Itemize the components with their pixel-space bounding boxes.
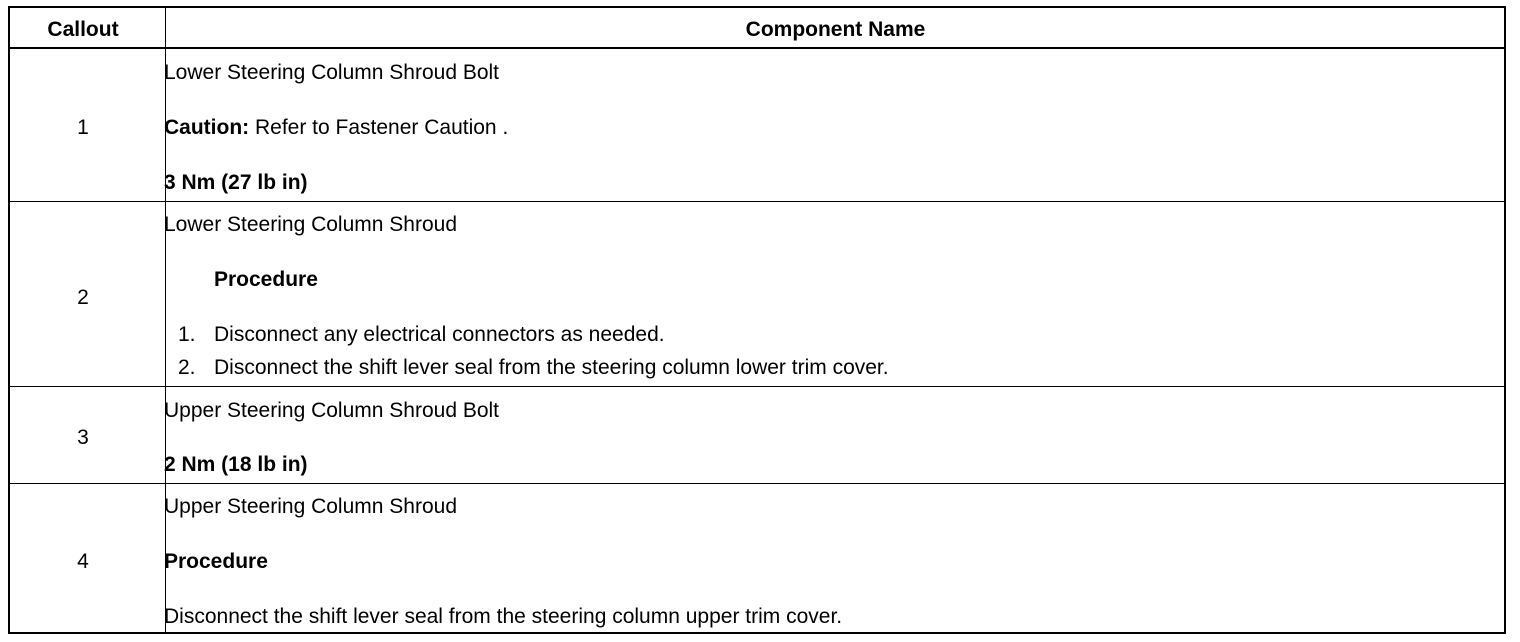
procedure-heading: Procedure xyxy=(164,550,268,573)
component-name: Lower Steering Column Shroud Bolt xyxy=(164,61,500,84)
callout-number: 4 xyxy=(77,550,89,573)
component-name: Lower Steering Column Shroud xyxy=(164,213,457,236)
procedure-text: Disconnect the shift lever seal from the steering column upper trim cover. xyxy=(164,605,843,628)
header-callout: Callout xyxy=(47,18,119,41)
callout-number: 3 xyxy=(77,426,89,449)
procedure-heading: Procedure xyxy=(214,268,318,291)
caution-line xyxy=(164,116,508,140)
column-divider xyxy=(165,8,166,632)
step-number: 2. xyxy=(178,356,196,379)
header-component-name: Component Name xyxy=(745,18,926,41)
step-text: Disconnect the shift lever seal from the steering column lower trim cover. xyxy=(214,356,889,379)
row-divider xyxy=(10,483,1504,484)
callout-number: 1 xyxy=(77,116,89,139)
component-name: Upper Steering Column Shroud Bolt xyxy=(164,399,500,422)
row-divider xyxy=(10,386,1504,387)
caution-label: Caution: xyxy=(164,116,250,139)
torque-spec: 3 Nm (27 lb in) xyxy=(164,171,308,194)
step-text: Disconnect any electrical connectors as needed. xyxy=(214,323,665,346)
torque-spec: 2 Nm (18 lb in) xyxy=(164,453,308,476)
caution-text: Refer to Fastener Caution . xyxy=(249,116,509,139)
step-number: 1. xyxy=(178,323,196,346)
callout-number: 2 xyxy=(77,286,89,309)
row-divider xyxy=(10,201,1504,202)
component-table xyxy=(8,6,1506,634)
header-divider xyxy=(10,47,1504,49)
component-name: Upper Steering Column Shroud xyxy=(164,495,457,518)
